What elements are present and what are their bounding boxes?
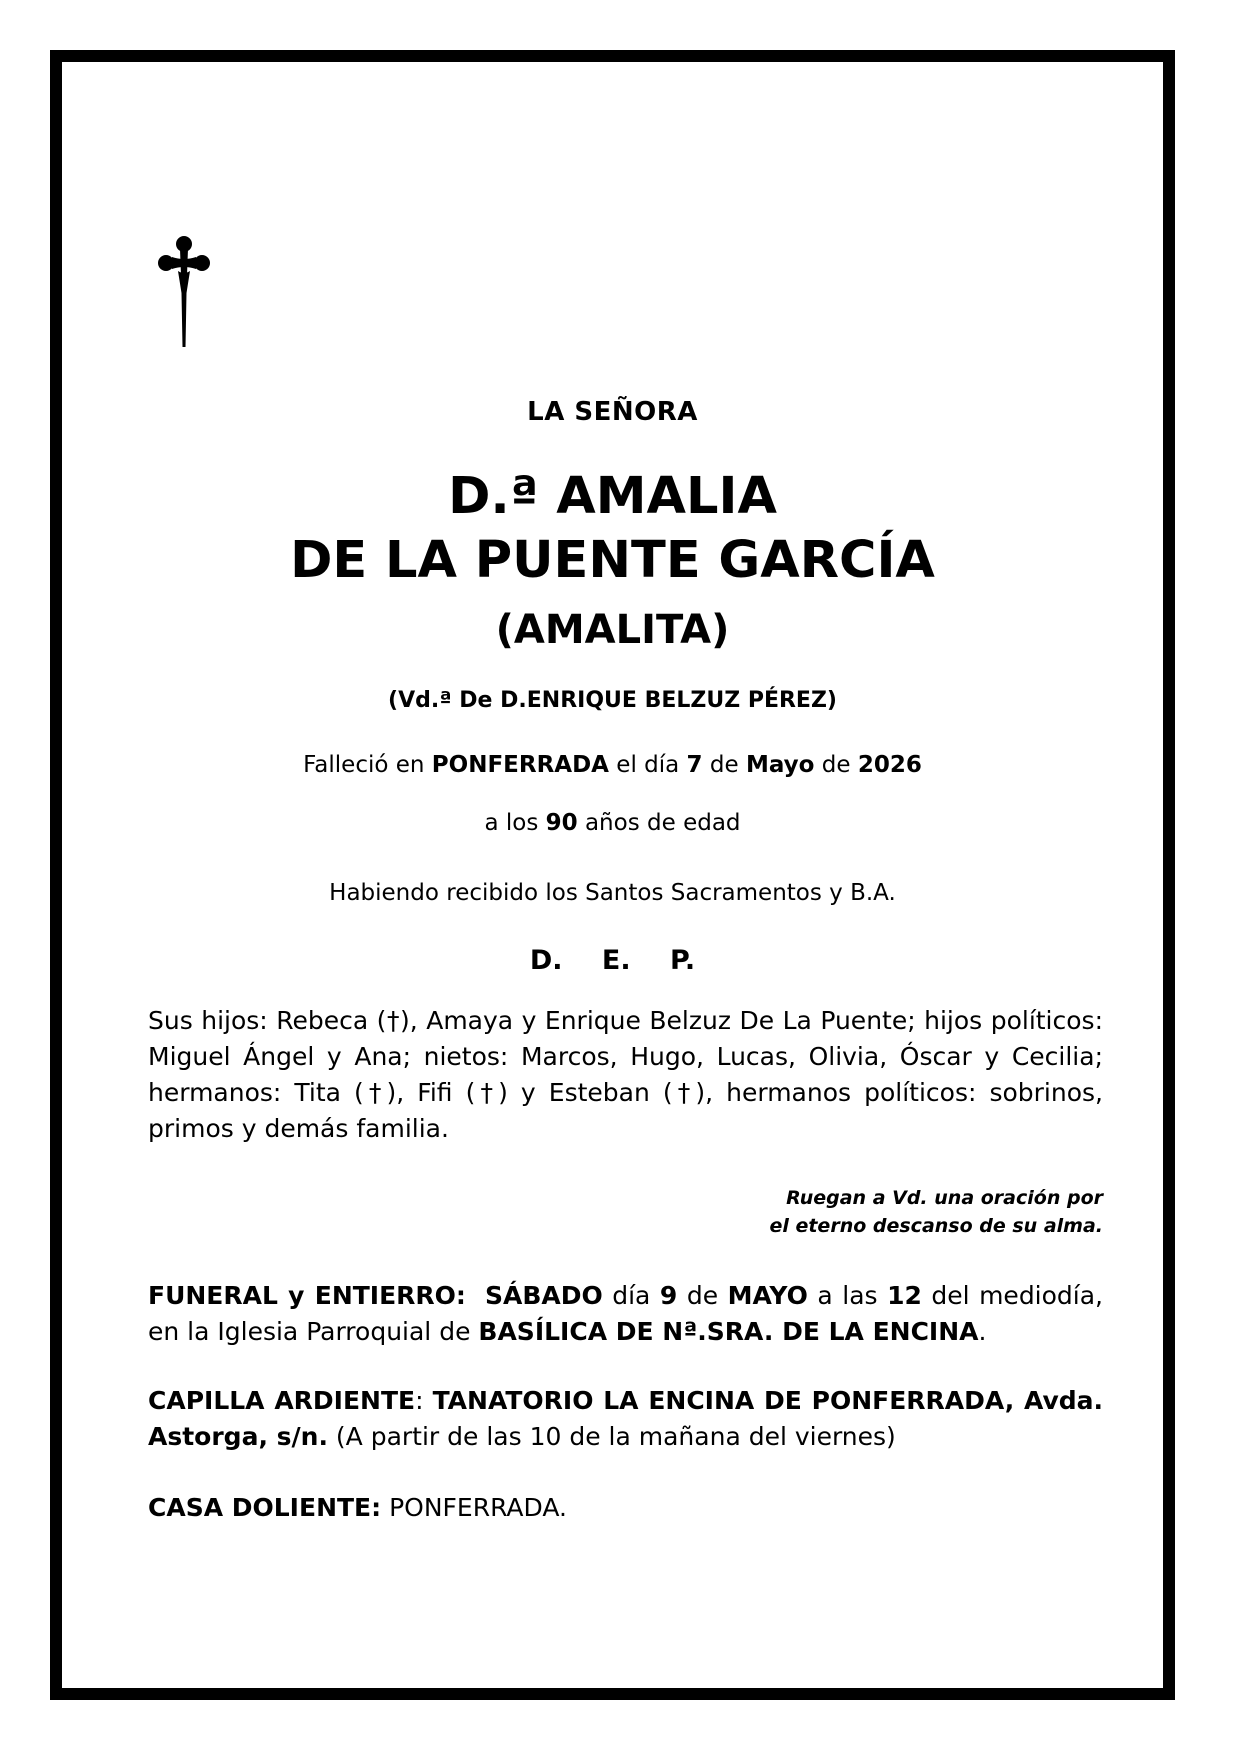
dep-abbreviation: D. E. P. — [529, 945, 696, 976]
funeral-weekday: SÁBADO — [484, 1281, 603, 1310]
prayer-line-2: el eterno descanso de su alma. — [769, 1215, 1103, 1237]
prayer-request — [600, 1184, 1103, 1240]
name-line-2: DE LA PUENTE GARCÍA — [290, 531, 935, 590]
funeral-church: BASÍLICA DE Nª.SRA. DE LA ENCINA — [478, 1317, 979, 1346]
chapel-label: CAPILLA ARDIENTE — [148, 1386, 416, 1415]
death-text: el día — [608, 752, 687, 778]
family-paragraph: Sus hijos: Rebeca (†), Amaya y Enrique Belzuz De La Puente; hijos políticos: Miguel Ángel y Ana; nietos: Marcos, Hugo, Lucas, Olivia, Óscar y Cecilia; hermanos: Tita (†), Fifi (†) y Esteban (†), hermanos políticos: sobrinos, primos y demás familia. — [148, 1006, 1103, 1143]
age-text: a los — [484, 810, 546, 836]
house-info — [148, 1490, 1103, 1526]
house-label: CASA DOLIENTE: — [148, 1493, 382, 1522]
death-text: Falleció en — [303, 752, 432, 778]
death-place: PONFERRADA — [431, 752, 609, 778]
death-text: de — [814, 752, 858, 778]
house-text: PONFERRADA. — [381, 1493, 567, 1522]
death-year: 2026 — [857, 752, 922, 778]
funeral-hour: 12 — [887, 1281, 922, 1310]
deceased-name — [70, 465, 1155, 593]
sacraments-statement: Habiendo recibido los Santos Sacramentos y B.A. — [329, 880, 896, 906]
chapel-info — [148, 1383, 1103, 1455]
death-statement — [70, 752, 1155, 778]
deceased-nickname: (AMALITA) — [495, 607, 730, 653]
funeral-month: MAYO — [727, 1281, 808, 1310]
funeral-text: día — [602, 1281, 660, 1310]
death-day: 7 — [686, 752, 703, 778]
widow-of: (Vd.ª De D.ENRIQUE BELZUZ PÉREZ) — [388, 688, 837, 713]
prayer-line-1: Ruegan a Vd. una oración por — [786, 1187, 1103, 1209]
chapel-text: : — [415, 1386, 433, 1415]
funeral-text: . — [978, 1317, 987, 1346]
cross-icon — [152, 235, 216, 347]
death-text: de — [702, 752, 746, 778]
chapel-text: (A partir de las 10 de la mañana del viernes) — [327, 1422, 896, 1451]
age-statement — [70, 810, 1155, 836]
chapel-place: TANATORIO LA ENCINA DE PONFERRADA, Avda. Astorga, s/n. — [148, 1386, 1104, 1451]
death-month: Mayo — [745, 752, 815, 778]
funeral-text: a las — [807, 1281, 888, 1310]
funeral-day: 9 — [659, 1281, 678, 1310]
age-years: 90 — [545, 810, 578, 836]
funeral-text: del mediodía, en la Iglesia Parroquial de — [148, 1281, 1104, 1346]
name-line-1: D.ª AMALIA — [448, 467, 777, 526]
age-text: años de edad — [577, 810, 741, 836]
intro-heading: LA SEÑORA — [527, 397, 698, 427]
funeral-text: de — [677, 1281, 728, 1310]
funeral-info — [148, 1278, 1103, 1350]
funeral-label: FUNERAL y ENTIERRO: — [148, 1281, 466, 1310]
